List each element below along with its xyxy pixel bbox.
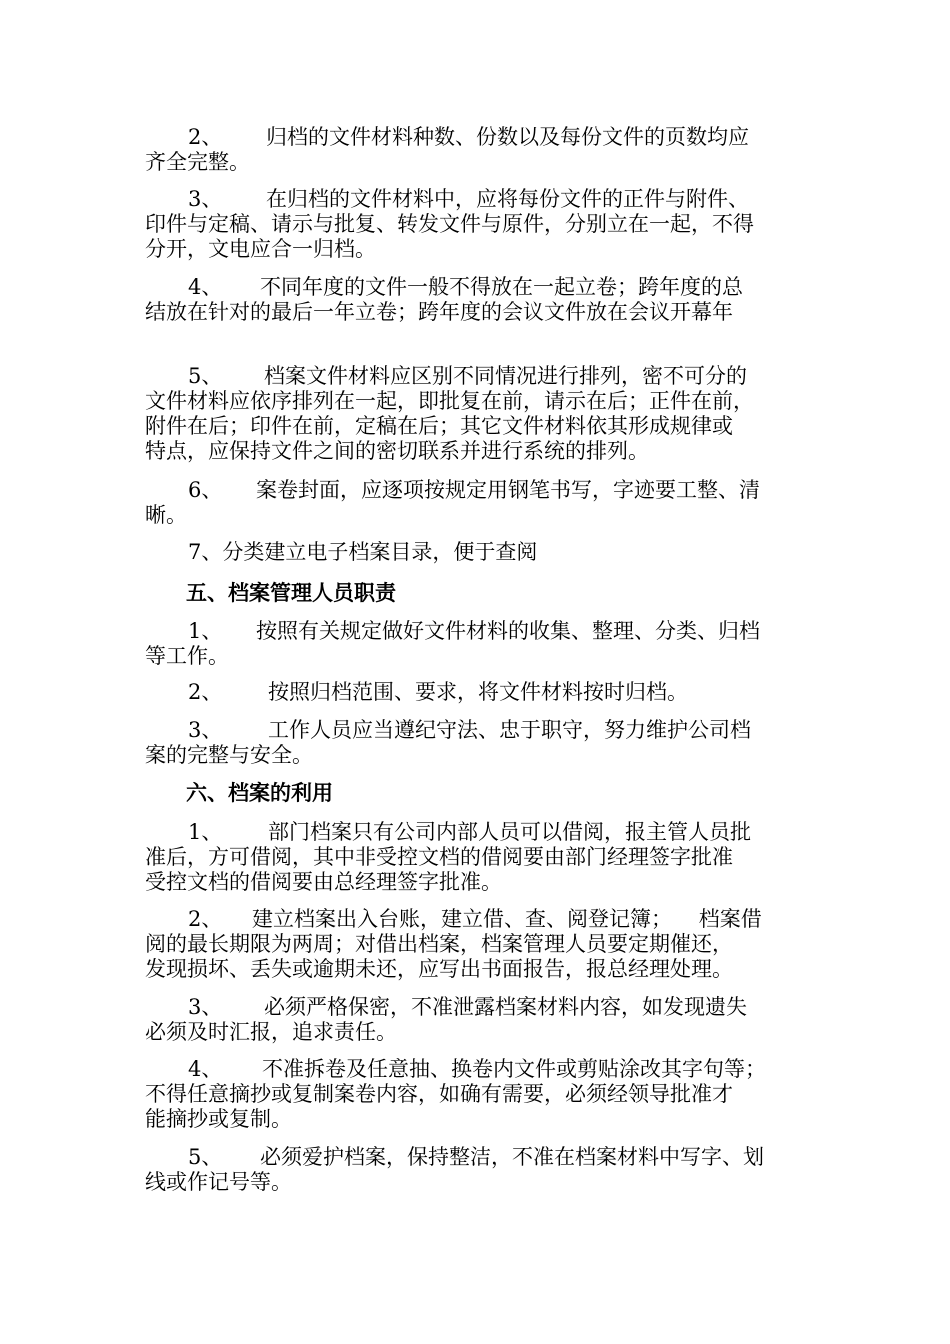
list-item [145, 364, 810, 464]
item-text-line: 附件在后；印件在前，定稿在后；其它文件材料依其形成规律或 [145, 414, 733, 438]
item-text-line: 归档的文件材料种数、份数以及每份文件的页数均应 [266, 125, 749, 149]
item-text-line: 准后，方可借阅，其中非受控文档的借阅要由部门经理签字批准 [145, 845, 733, 869]
item-text-line: 必须及时汇报，追求责任。 [145, 1020, 397, 1044]
item-number: 1、 [188, 619, 223, 643]
item-number: 5、 [188, 1145, 223, 1169]
item-text-line: 7、分类建立电子档案目录，便于查阅 [188, 540, 538, 564]
item-text-line: 按照归档范围、要求，将文件材料按时归档。 [268, 680, 688, 704]
list-item [145, 275, 810, 325]
item-text-line: 阅的最长期限为两周；对借出档案，档案管理人员要定期催还， [145, 932, 733, 956]
item-text-line: 必须爱护档案，保持整洁，不准在档案材料中写字、划 [260, 1145, 764, 1169]
item-text-line: 印件与定稿、请示与批复、转发文件与原件，分别立在一起，不得 [145, 212, 754, 236]
item-text-line: 晰。 [145, 503, 187, 527]
item-text-line: 发现损坏、丢失或逾期未还，应写出书面报告，报总经理处理。 [145, 957, 733, 981]
item-number: 5、 [188, 364, 223, 388]
item-text-line: 工作人员应当遵纪守法、忠于职守，努力维护公司档 [268, 718, 751, 742]
item-text-line: 能摘抄或复制。 [145, 1107, 292, 1131]
item-number: 3、 [188, 187, 223, 211]
list-item [145, 619, 810, 669]
item-text-line: 案卷封面，应逐项按规定用钢笔书写，字迹要工整、清 [256, 478, 760, 502]
item-text-line: 案的完整与安全。 [145, 743, 313, 767]
item-text-line: 部门档案只有公司内部人员可以借阅，报主管人员批 [268, 820, 751, 844]
list-item [145, 718, 810, 768]
list-item [145, 540, 810, 565]
item-text-line: 文件材料应依序排列在一起，即批复在前，请示在后；正件在前， [145, 389, 754, 413]
list-item [145, 125, 810, 175]
item-text-line: 不得任意摘抄或复制案卷内容，如确有需要，必须经领导批准才 [145, 1082, 733, 1106]
list-item [145, 995, 810, 1045]
item-text-line: 不同年度的文件一般不得放在一起立卷；跨年度的总 [260, 275, 743, 299]
list-item [145, 907, 810, 982]
item-text-line: 建立档案出入台账，建立借、查、阅登记簿； 档案借 [252, 907, 762, 931]
item-number: 2、 [188, 125, 223, 149]
list-item [145, 1057, 810, 1132]
item-text-line: 档案文件材料应区别不同情况进行排列，密不可分的 [264, 364, 747, 388]
list-item [145, 820, 810, 895]
item-number: 4、 [188, 275, 223, 299]
item-text-line: 分开，文电应合一归档。 [145, 237, 376, 261]
list-item [145, 680, 810, 705]
item-text-line: 特点，应保持文件之间的密切联系并进行系统的排列。 [145, 439, 649, 463]
item-text-line: 结放在针对的最后一年立卷；跨年度的会议文件放在会议开幕年 [145, 300, 733, 324]
item-number: 2、 [188, 907, 223, 931]
section-heading: 六、档案的利用 [186, 780, 333, 805]
item-text-line: 在归档的文件材料中，应将每份文件的正件与附件、 [266, 187, 749, 211]
item-text-line: 受控文档的借阅要由总经理签字批准。 [145, 870, 502, 894]
list-item [145, 478, 810, 528]
item-text-line: 不准拆卷及任意抽、换卷内文件或剪贴涂改其字句等； [262, 1057, 766, 1081]
item-text-line: 线或作记号等。 [145, 1170, 292, 1194]
item-text-line: 齐全完整。 [145, 150, 250, 174]
item-text-line: 必须严格保密，不准泄露档案材料内容，如发现遗失 [264, 995, 747, 1019]
item-number: 3、 [188, 718, 223, 742]
item-number: 2、 [188, 680, 223, 704]
item-number: 4、 [188, 1057, 223, 1081]
list-item [145, 1145, 810, 1195]
item-number: 1、 [188, 820, 223, 844]
list-item [145, 187, 810, 262]
item-text-line: 等工作。 [145, 644, 229, 668]
item-number: 3、 [188, 995, 223, 1019]
section-heading: 五、档案管理人员职责 [186, 580, 396, 605]
item-number: 6、 [188, 478, 223, 502]
item-text-line: 按照有关规定做好文件材料的收集、整理、分类、归档 [256, 619, 760, 643]
